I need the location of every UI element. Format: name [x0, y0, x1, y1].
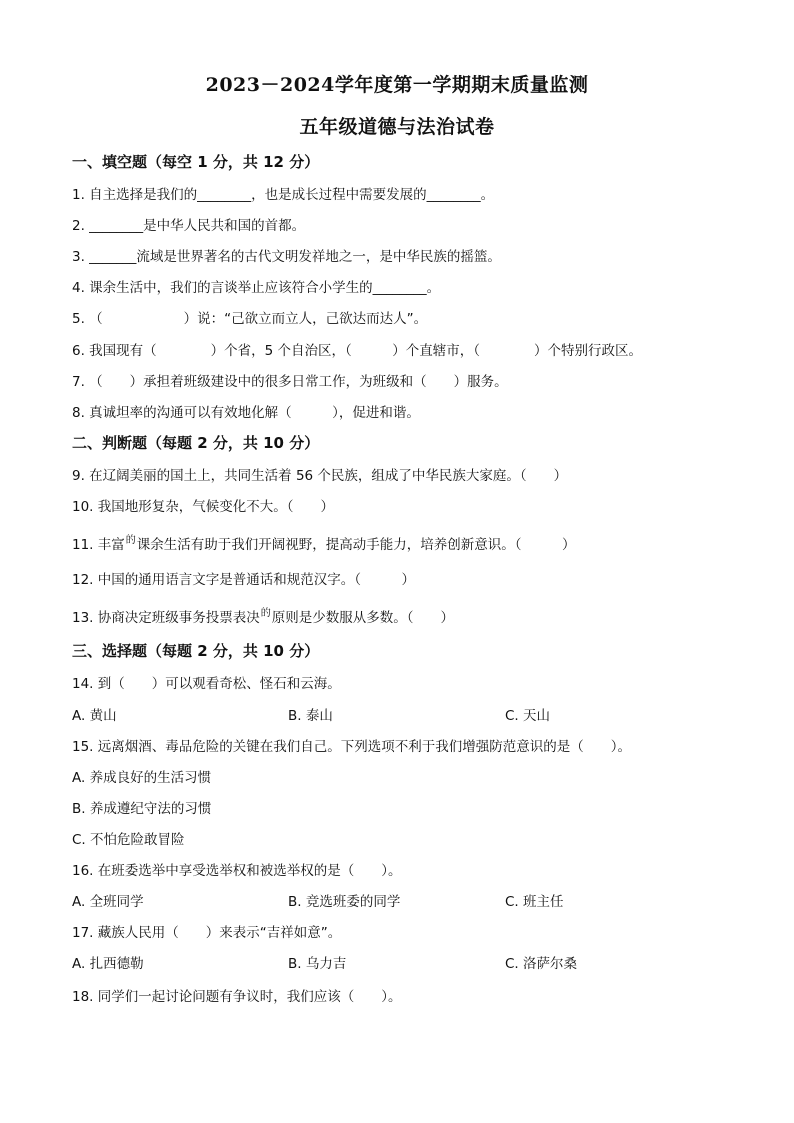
question-17-option-b: B. 乌力吉	[288, 956, 347, 972]
question-13-superscript: 的	[260, 608, 271, 619]
question-12: 12. 中国的通用语言文字是普通话和规范汉字。（ ）	[72, 572, 416, 588]
question-17-option-a: A. 扎西德勒	[72, 956, 144, 972]
question-7: 7. （ ）承担着班级建设中的很多日常工作，为班级和（ ）服务。	[72, 374, 508, 390]
exam-subtitle: 五年级道德与法治试卷	[299, 116, 495, 138]
question-11	[72, 533, 576, 553]
question-14-option-a: A. 黄山	[72, 708, 117, 724]
question-11-superscript: 的	[125, 535, 136, 546]
question-10: 10. 我国地形复杂，气候变化不大。（ ）	[72, 499, 335, 515]
question-15: 15. 远离烟酒、毒品危险的关键在我们自己。下列选项不利于我们增强防范意识的是（ ）。	[72, 739, 632, 755]
question-1: 1. 自主选择是我们的________，也是成长过程中需要发展的________。	[72, 187, 495, 203]
question-2: 2. ________是中华人民共和国的首都。	[72, 218, 306, 234]
question-4: 4. 课余生活中，我们的言谈举止应该符合小学生的________。	[72, 280, 441, 296]
question-18: 18. 同学们一起讨论问题有争议时，我们应该（ ）。	[72, 989, 402, 1005]
question-11-start: 11. 丰富	[72, 537, 125, 553]
question-16-option-a: A. 全班同学	[72, 894, 144, 910]
question-16: 16. 在班委选举中享受选举权和被选举权的是（ ）。	[72, 863, 402, 879]
question-17: 17. 藏族人民用（ ）来表示“吉祥如意”。	[72, 925, 342, 941]
question-14: 14. 到（ ）可以观看奇松、怪石和云海。	[72, 676, 341, 692]
section-fill-blank: 一、填空题（每空 1 分，共 12 分）	[72, 153, 320, 171]
exam-title: 2023－2024学年度第一学期期末质量监测	[205, 74, 589, 96]
question-3: 3. _______流域是世界著名的古代文明发祥地之一，是中华民族的摇篮。	[72, 249, 501, 265]
question-15-option-b: B. 养成遵纪守法的习惯	[72, 801, 212, 817]
question-11-end: 课余生活有助于我们开阔视野，提高动手能力，培养创新意识。（ ）	[136, 537, 576, 553]
question-15-option-c: C. 不怕危险敢冒险	[72, 832, 185, 848]
question-14-option-c: C. 天山	[505, 708, 551, 724]
question-13	[72, 606, 454, 626]
section-multiple-choice: 三、选择题（每题 2 分，共 10 分）	[72, 642, 320, 660]
question-17-option-c: C. 洛萨尔桑	[505, 956, 578, 972]
question-13-end: 原则是少数服从多数。（ ）	[271, 610, 455, 626]
section-true-false: 二、判断题（每题 2 分，共 10 分）	[72, 434, 320, 452]
question-8: 8. 真诚坦率的沟通可以有效地化解（ ），促进和谐。	[72, 405, 420, 421]
question-13-start: 13. 协商决定班级事务投票表决	[72, 610, 260, 626]
question-9: 9. 在辽阔美丽的国土上，共同生活着 56 个民族，组成了中华民族大家庭。（ ）	[72, 468, 568, 484]
question-6: 6. 我国现有（ ）个省，5 个自治区，（ ）个直辖市，（ ）个特别行政区。	[72, 343, 643, 359]
question-14-option-b: B. 泰山	[288, 708, 333, 724]
question-16-option-b: B. 竞选班委的同学	[288, 894, 401, 910]
question-16-option-c: C. 班主任	[505, 894, 564, 910]
question-5: 5. （ ）说：“己欲立而立人，己欲达而达人”。	[72, 311, 428, 327]
question-15-option-a: A. 养成良好的生活习惯	[72, 770, 212, 786]
